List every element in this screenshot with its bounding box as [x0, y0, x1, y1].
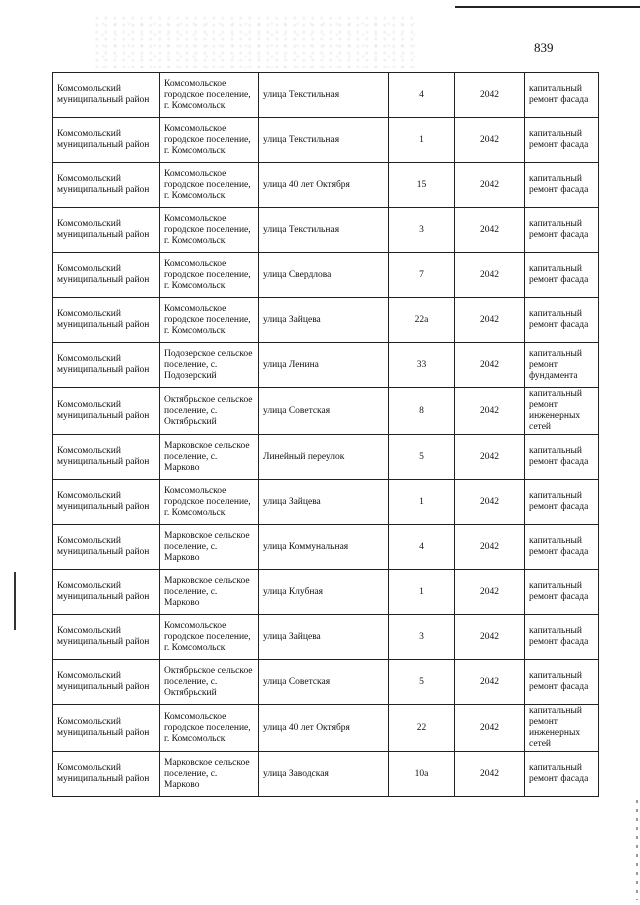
house-number-cell: 4	[389, 73, 455, 118]
year-cell: 2042	[455, 752, 525, 797]
house-number-cell: 22	[389, 705, 455, 752]
house-number-cell: 7	[389, 253, 455, 298]
work-type-cell: капитальный ремонт фасада	[525, 660, 599, 705]
work-type-cell: капитальный ремонт фасада	[525, 163, 599, 208]
year-cell: 2042	[455, 73, 525, 118]
year-cell: 2042	[455, 705, 525, 752]
work-type-cell: капитальный ремонт фасада	[525, 480, 599, 525]
table-row	[53, 570, 599, 615]
year-cell: 2042	[455, 525, 525, 570]
year-cell: 2042	[455, 163, 525, 208]
year-cell: 2042	[455, 480, 525, 525]
year-cell: 2042	[455, 253, 525, 298]
street-cell: улица Зайцева	[259, 480, 389, 525]
work-type-cell: капитальный ремонт фасада	[525, 298, 599, 343]
work-type-cell: капитальный ремонт фундамента	[525, 343, 599, 388]
district-cell: Комсомольский муниципальный район	[53, 118, 160, 163]
work-type-cell: капитальный ремонт фасада	[525, 752, 599, 797]
house-number-cell: 22а	[389, 298, 455, 343]
year-cell: 2042	[455, 388, 525, 435]
settlement-cell: Комсомольское городское поселение, г. Комсомольск	[160, 118, 259, 163]
settlement-cell: Комсомольское городское поселение, г. Комсомольск	[160, 208, 259, 253]
settlement-cell: Марковское сельское поселение, с. Марково	[160, 525, 259, 570]
district-cell: Комсомольский муниципальный район	[53, 73, 160, 118]
year-cell: 2042	[455, 208, 525, 253]
street-cell: улица Свердлова	[259, 253, 389, 298]
table-row	[53, 752, 599, 797]
table-row	[53, 343, 599, 388]
work-type-cell: капитальный ремонт инженерных сетей	[525, 388, 599, 435]
margin-mark	[636, 800, 638, 900]
scan-noise	[95, 16, 415, 68]
street-cell: улица Текстильная	[259, 208, 389, 253]
district-cell: Комсомольский муниципальный район	[53, 480, 160, 525]
district-cell: Комсомольский муниципальный район	[53, 208, 160, 253]
table-row	[53, 163, 599, 208]
table-row	[53, 118, 599, 163]
district-cell: Комсомольский муниципальный район	[53, 343, 160, 388]
district-cell: Комсомольский муниципальный район	[53, 705, 160, 752]
table-row	[53, 73, 599, 118]
street-cell: улица Клубная	[259, 570, 389, 615]
table-row	[53, 253, 599, 298]
district-cell: Комсомольский муниципальный район	[53, 253, 160, 298]
table-row	[53, 435, 599, 480]
year-cell: 2042	[455, 435, 525, 480]
street-cell: улица 40 лет Октября	[259, 705, 389, 752]
work-type-cell: капитальный ремонт фасада	[525, 118, 599, 163]
house-number-cell: 8	[389, 388, 455, 435]
work-type-cell: капитальный ремонт фасада	[525, 435, 599, 480]
district-cell: Комсомольский муниципальный район	[53, 163, 160, 208]
table-row	[53, 208, 599, 253]
work-type-cell: капитальный ремонт фасада	[525, 615, 599, 660]
settlement-cell: Октябрьское сельское поселение, с. Октябрьский	[160, 388, 259, 435]
settlement-cell: Марковское сельское поселение, с. Марково	[160, 752, 259, 797]
street-cell: улица 40 лет Октября	[259, 163, 389, 208]
table-row	[53, 660, 599, 705]
house-number-cell: 33	[389, 343, 455, 388]
work-type-cell: капитальный ремонт фасада	[525, 208, 599, 253]
district-cell: Комсомольский муниципальный район	[53, 525, 160, 570]
year-cell: 2042	[455, 660, 525, 705]
table-row	[53, 615, 599, 660]
district-cell: Комсомольский муниципальный район	[53, 752, 160, 797]
settlement-cell: Комсомольское городское поселение, г. Комсомольск	[160, 615, 259, 660]
district-cell: Комсомольский муниципальный район	[53, 388, 160, 435]
house-number-cell: 15	[389, 163, 455, 208]
year-cell: 2042	[455, 298, 525, 343]
table-row	[53, 388, 599, 435]
house-number-cell: 10а	[389, 752, 455, 797]
page-number: 839	[534, 40, 554, 55]
district-cell: Комсомольский муниципальный район	[53, 570, 160, 615]
settlement-cell: Подозерское сельское поселение, с. Подозерский	[160, 343, 259, 388]
district-cell: Комсомольский муниципальный район	[53, 435, 160, 480]
table-row	[53, 705, 599, 752]
settlement-cell: Марковское сельское поселение, с. Марково	[160, 435, 259, 480]
district-cell: Комсомольский муниципальный район	[53, 615, 160, 660]
street-cell: улица Ленина	[259, 343, 389, 388]
street-cell: улица Зайцева	[259, 615, 389, 660]
district-cell: Комсомольский муниципальный район	[53, 298, 160, 343]
settlement-cell: Комсомольское городское поселение, г. Комсомольск	[160, 298, 259, 343]
house-number-cell: 1	[389, 118, 455, 163]
table-row	[53, 525, 599, 570]
work-type-cell: капитальный ремонт инженерных сетей	[525, 705, 599, 752]
margin-mark	[14, 572, 16, 630]
house-number-cell: 1	[389, 570, 455, 615]
settlement-cell: Октябрьское сельское поселение, с. Октябрьский	[160, 660, 259, 705]
work-type-cell: капитальный ремонт фасада	[525, 73, 599, 118]
street-cell: улица Текстильная	[259, 118, 389, 163]
house-number-cell: 1	[389, 480, 455, 525]
housing-repair-table	[52, 72, 599, 797]
house-number-cell: 5	[389, 435, 455, 480]
table-row	[53, 480, 599, 525]
work-type-cell: капитальный ремонт фасада	[525, 253, 599, 298]
top-rule	[455, 6, 640, 8]
year-cell: 2042	[455, 570, 525, 615]
street-cell: улица Заводская	[259, 752, 389, 797]
district-cell: Комсомольский муниципальный район	[53, 660, 160, 705]
street-cell: улица Зайцева	[259, 298, 389, 343]
street-cell: улица Советская	[259, 660, 389, 705]
street-cell: улица Советская	[259, 388, 389, 435]
settlement-cell: Комсомольское городское поселение, г. Комсомольск	[160, 73, 259, 118]
year-cell: 2042	[455, 343, 525, 388]
street-cell: улица Коммунальная	[259, 525, 389, 570]
work-type-cell: капитальный ремонт фасада	[525, 525, 599, 570]
settlement-cell: Марковское сельское поселение, с. Марково	[160, 570, 259, 615]
house-number-cell: 3	[389, 615, 455, 660]
house-number-cell: 3	[389, 208, 455, 253]
settlement-cell: Комсомольское городское поселение, г. Комсомольск	[160, 480, 259, 525]
year-cell: 2042	[455, 615, 525, 660]
house-number-cell: 5	[389, 660, 455, 705]
year-cell: 2042	[455, 118, 525, 163]
settlement-cell: Комсомольское городское поселение, г. Комсомольск	[160, 253, 259, 298]
table-body	[53, 73, 599, 797]
settlement-cell: Комсомольское городское поселение, г. Комсомольск	[160, 705, 259, 752]
work-type-cell: капитальный ремонт фасада	[525, 570, 599, 615]
table-row	[53, 298, 599, 343]
settlement-cell: Комсомольское городское поселение, г. Комсомольск	[160, 163, 259, 208]
house-number-cell: 4	[389, 525, 455, 570]
street-cell: Линейный переулок	[259, 435, 389, 480]
street-cell: улица Текстильная	[259, 73, 389, 118]
